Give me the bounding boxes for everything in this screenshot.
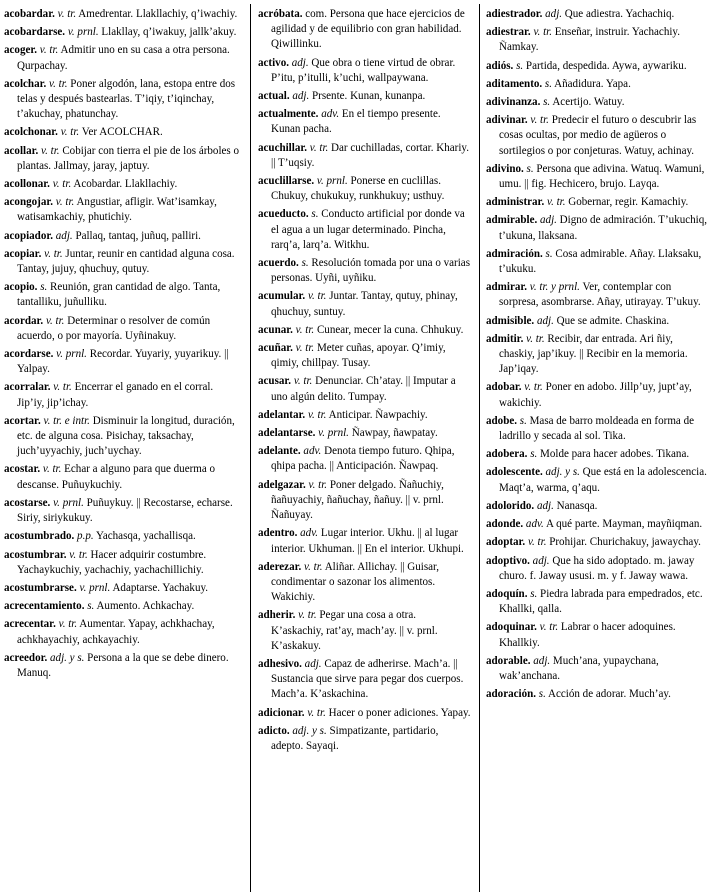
entry-grammar: adj. bbox=[291, 56, 309, 69]
entry-headword: adoración. bbox=[486, 688, 537, 701]
entry-grammar: s. bbox=[311, 208, 319, 221]
entry-grammar: s. bbox=[519, 414, 527, 427]
entry-headword: adelantarse. bbox=[258, 427, 316, 440]
dictionary-entry bbox=[486, 77, 710, 92]
entry-headword: adoquín. bbox=[486, 587, 528, 600]
entry-headword: administrar. bbox=[486, 196, 545, 209]
entry-headword: aderezar. bbox=[258, 560, 302, 573]
entry-grammar: v. tr. bbox=[293, 375, 313, 388]
dictionary-entry bbox=[4, 25, 240, 40]
dictionary-entry bbox=[4, 280, 240, 310]
entry-headword: acostumbrado. bbox=[4, 530, 75, 543]
entry-definition: Ponerse en cuclillas. Chukuy, chukukuy, runkhukuy; usthuy. bbox=[271, 175, 445, 203]
entry-headword: adoptar. bbox=[486, 536, 526, 549]
entry-headword: adherir. bbox=[258, 609, 296, 622]
entry-headword: acrecentar. bbox=[4, 618, 56, 631]
dictionary-entry bbox=[486, 380, 710, 410]
entry-definition: Anticipar. Ñawpachiy. bbox=[328, 408, 428, 421]
entry-headword: adoptivo. bbox=[486, 554, 530, 567]
entry-definition: Acción de adorar. Much’ay. bbox=[548, 688, 671, 701]
entry-grammar: adj. y s. bbox=[545, 466, 580, 479]
dictionary-entry bbox=[258, 89, 471, 104]
entry-headword: acostumbrarse. bbox=[4, 581, 77, 594]
entry-definition: Juntar. Tantay, qutuy, phinay, qhuchuy, suntuy. bbox=[271, 290, 458, 318]
entry-grammar: adv. bbox=[300, 527, 319, 540]
entry-headword: adobe. bbox=[486, 414, 517, 427]
dictionary-entry bbox=[486, 620, 710, 650]
entry-definition: Acertijo. Watuy. bbox=[552, 96, 625, 109]
entry-definition: Much’ana, yupaychana, wak’anchana. bbox=[499, 654, 659, 682]
entry-grammar: v. tr. bbox=[526, 332, 545, 345]
entry-definition: Pallaq, tantaq, juñuq, palliri. bbox=[75, 229, 201, 242]
entry-definition: Aliñar. Allichay. || Guisar, condimentar o sazonar los alimentos. Wakichiy. bbox=[271, 560, 440, 604]
dictionary-entry bbox=[4, 229, 240, 244]
entry-definition: A qué parte. Mayman, mayñiqman. bbox=[545, 518, 703, 531]
entry-headword: acumular. bbox=[258, 290, 306, 303]
entry-definition: Digno de admiración. T’ukuchiq, t’ukuna, llaksana. bbox=[499, 214, 708, 242]
dictionary-entry bbox=[486, 414, 710, 444]
entry-definition: Que ha sido adoptado. m. jaway churo. f. Jaway ususi. m. y f. Jaway wawa. bbox=[499, 554, 695, 582]
entry-grammar: v. tr. bbox=[308, 478, 328, 491]
dictionary-entry bbox=[4, 7, 240, 22]
entry-grammar: v. tr. bbox=[307, 706, 326, 719]
entry-headword: acunar. bbox=[258, 323, 293, 336]
entry-grammar: v. tr. bbox=[298, 609, 317, 622]
entry-headword: admisible. bbox=[486, 314, 535, 327]
entry-headword: adobar. bbox=[486, 381, 522, 394]
dictionary-entry bbox=[486, 499, 710, 514]
dictionary-entry bbox=[486, 314, 710, 329]
entry-headword: acobardar. bbox=[4, 8, 55, 20]
entry-headword: acolchar. bbox=[4, 77, 47, 90]
entry-headword: adolorido. bbox=[486, 499, 535, 512]
entry-definition: Hacer o poner adiciones. Yapay. bbox=[328, 706, 471, 719]
entry-grammar: v. tr. bbox=[530, 114, 549, 127]
entry-grammar: adj. y s. bbox=[292, 724, 327, 737]
entry-headword: adelantar. bbox=[258, 408, 306, 421]
entry-headword: actual. bbox=[258, 90, 290, 103]
entry-headword: acongojar. bbox=[4, 196, 53, 209]
entry-definition: Dar cuchilladas, cortar. Khariy. || T’uqsiy. bbox=[271, 141, 469, 169]
dictionary-entry bbox=[258, 526, 471, 556]
entry-definition: Persona que adivina. Watuq. Wamuni, umu. || fig. Hechicero, brujo. Layqa. bbox=[499, 162, 705, 191]
column-divider bbox=[479, 4, 480, 892]
entry-definition: Acobardar. Llakllachiy. bbox=[73, 178, 178, 191]
dictionary-entry bbox=[4, 247, 240, 277]
dictionary-entry bbox=[4, 380, 240, 410]
entry-headword: acopiador. bbox=[4, 229, 54, 242]
entry-headword: acolchonar. bbox=[4, 126, 58, 139]
dictionary-entry bbox=[4, 581, 240, 596]
entry-grammar: adv. bbox=[525, 518, 544, 531]
entry-definition: Enseñar, instruir. Yachachiy. Ñamkay. bbox=[499, 26, 680, 54]
dictionary-entry bbox=[258, 289, 471, 319]
entry-definition: Poner delgado. Ñañuchiy, ñañuyachiy, ñañuchay, ñañuy. || v. prnl. Ñañuyay. bbox=[271, 478, 444, 522]
entry-grammar: v. tr. y prnl. bbox=[529, 281, 580, 294]
dictionary-entry bbox=[258, 724, 471, 754]
dictionary-entry bbox=[486, 587, 710, 617]
entry-grammar: adj. bbox=[292, 90, 310, 103]
dictionary-entry bbox=[4, 617, 240, 647]
entry-grammar: v. tr. bbox=[295, 323, 315, 336]
entry-definition: Masa de barro moldeada en forma de ladrillo y secada al sol. Tika. bbox=[499, 414, 694, 443]
entry-grammar: v. tr. bbox=[527, 536, 547, 549]
entry-definition: Admitir uno en su casa a otra persona. Qurpachay. bbox=[17, 44, 230, 72]
entry-grammar: s. bbox=[87, 600, 95, 613]
entry-headword: actualmente. bbox=[258, 108, 319, 121]
entry-headword: admitir. bbox=[486, 332, 524, 345]
entry-definition: Meter cuñas, apoyar. Q’imiy, qimiy, chillpay. Tusay. bbox=[271, 342, 446, 370]
dictionary-entry bbox=[486, 113, 710, 159]
entry-headword: acusar. bbox=[258, 375, 292, 388]
entry-definition: Encerrar el ganado en el corral. Jip’iy, jip’ichay. bbox=[17, 381, 214, 409]
dictionary-entry bbox=[4, 529, 240, 544]
entry-definition: En el tiempo presente. Kunan pacha. bbox=[271, 108, 441, 136]
entry-grammar: v. tr. bbox=[57, 8, 77, 20]
entry-grammar: s. bbox=[526, 162, 534, 175]
entry-definition: Añadidura. Yapa. bbox=[554, 77, 631, 90]
entry-grammar: s. bbox=[545, 247, 553, 260]
dictionary-entry bbox=[258, 608, 471, 654]
dictionary-entry bbox=[486, 687, 710, 702]
entry-headword: acopio. bbox=[4, 281, 38, 294]
entry-headword: adicionar. bbox=[258, 706, 305, 719]
entry-grammar: v. prnl. bbox=[53, 496, 84, 509]
entry-definition: Denunciar. Ch’atay. || Imputar a uno algún delito. Tumpay. bbox=[271, 375, 456, 403]
dictionary-entry bbox=[486, 654, 710, 684]
entry-definition: Prsente. Kunan, kunanpa. bbox=[312, 90, 426, 103]
entry-headword: adiestrador. bbox=[486, 8, 543, 20]
entry-headword: aditamento. bbox=[486, 77, 543, 90]
dictionary-column-2 bbox=[258, 7, 471, 757]
entry-definition: Que adiestra. Yachachiq. bbox=[564, 8, 675, 20]
entry-grammar: v. tr. bbox=[309, 141, 329, 154]
dictionary-entry bbox=[4, 414, 240, 460]
entry-grammar: v. tr. bbox=[533, 26, 552, 39]
entry-definition: Que obra o tiene virtud de obrar. P’itu, p’itulli, k’uchi, wallpaywana. bbox=[271, 56, 456, 84]
entry-headword: acollonar. bbox=[4, 178, 50, 191]
dictionary-entry bbox=[486, 213, 710, 243]
entry-definition: Conducto artificial por donde va el agua a un lugar determinado. Pincha, rarq’a, larq’a. Witkhu. bbox=[271, 208, 465, 251]
entry-definition: Gobernar, regir. Kamachiy. bbox=[568, 196, 689, 209]
entry-grammar: s. bbox=[538, 688, 546, 701]
entry-headword: acrecentamiento. bbox=[4, 600, 85, 613]
entry-definition: Que se admite. Chaskina. bbox=[556, 314, 670, 327]
dictionary-entry bbox=[4, 314, 240, 344]
entry-headword: acoger. bbox=[4, 44, 38, 57]
entry-definition: Llakllay, q’iwakuy, jallk’akuy. bbox=[101, 26, 237, 39]
entry-grammar: v. tr. bbox=[69, 548, 88, 561]
dictionary-entry bbox=[486, 59, 710, 74]
dictionary-entry bbox=[486, 95, 710, 110]
entry-headword: acordar. bbox=[4, 314, 44, 327]
dictionary-entry bbox=[486, 162, 710, 192]
entry-grammar: s. bbox=[40, 281, 48, 294]
entry-definition: Cosa admirable. Añay. Llaksaku, t’ukuku. bbox=[499, 247, 702, 276]
column-divider bbox=[250, 4, 251, 892]
dictionary-entry bbox=[4, 599, 240, 614]
dictionary-entry bbox=[486, 535, 710, 550]
entry-definition: Puñuykuy. || Recostarse, echarse. Siriy, siriykukuy. bbox=[17, 496, 233, 525]
entry-definition: Disminuir la longitud, duración, etc. de alguna cosa. Pisichay, taksachay, juch’uyyachiy, juch’uychay. bbox=[17, 414, 235, 458]
entry-grammar: adv. bbox=[303, 445, 322, 458]
dictionary-entry bbox=[486, 517, 710, 532]
entry-definition: Adaptarse. Yachakuy. bbox=[112, 581, 209, 594]
entry-definition: Aumentar. Yapay, achkhachay, achkhayachiy, achkayachiy. bbox=[17, 618, 215, 646]
entry-headword: acollar. bbox=[4, 144, 39, 157]
entry-grammar: v. tr. bbox=[60, 126, 80, 139]
entry-grammar: v. tr. bbox=[42, 463, 62, 476]
entry-grammar: adj. bbox=[533, 654, 551, 667]
entry-grammar: v. tr. bbox=[304, 560, 323, 573]
dictionary-entry bbox=[258, 207, 471, 253]
entry-headword: adobera. bbox=[486, 448, 528, 461]
dictionary-entry bbox=[486, 447, 710, 462]
dictionary-entry bbox=[258, 444, 471, 474]
entry-grammar: v. prnl. bbox=[316, 175, 348, 188]
entry-grammar: adj. y s. bbox=[50, 651, 85, 664]
dictionary-entry bbox=[258, 706, 471, 721]
entry-definition: Juntar, reunir en cantidad alguna cosa. Tantay, jujuy, qhuchuy, qutuy. bbox=[17, 247, 235, 276]
entry-definition: Denota tiempo futuro. Qhipa, qhipa pacha. || Anticipación. Ñawpaq. bbox=[271, 445, 455, 473]
dictionary-entry bbox=[258, 478, 471, 524]
entry-definition: Hacer adquirir costumbre. Yachaykuchiy, yachachiy, yachachillichiy. bbox=[17, 548, 207, 576]
entry-headword: adivinar. bbox=[486, 114, 528, 127]
entry-grammar: v. tr. bbox=[539, 621, 559, 634]
entry-headword: acordarse. bbox=[4, 348, 54, 361]
dictionary-entry bbox=[258, 374, 471, 404]
dictionary-entry bbox=[4, 125, 240, 140]
entry-definition: Que está en la adolescencia. Maqt’a, warma, q’aqu. bbox=[499, 466, 707, 494]
entry-headword: adhesivo. bbox=[258, 657, 302, 670]
dictionary-entry bbox=[486, 465, 710, 495]
entry-definition: Simpatizante, partidario, adepto. Sayaqi. bbox=[271, 724, 439, 752]
entry-grammar: adj. bbox=[55, 229, 73, 242]
entry-definition: Aumento. Achkachay. bbox=[96, 600, 195, 613]
entry-grammar: adj. bbox=[540, 214, 557, 227]
dictionary-entry bbox=[4, 43, 240, 73]
entry-grammar: p.p. bbox=[77, 530, 94, 543]
entry-headword: adonde. bbox=[486, 518, 524, 531]
entry-definition: Pegar una cosa a otra. K’askachiy, rat’ay, mach’ay. || v. prnl. K’askakuy. bbox=[271, 609, 438, 652]
entry-definition: Cobijar con tierra el pie de los árboles o plantas. Jallmay, jaray, japtuy. bbox=[17, 144, 240, 172]
entry-grammar: s. bbox=[530, 587, 538, 600]
dictionary-entry bbox=[486, 554, 710, 584]
dictionary-entry bbox=[258, 7, 471, 53]
entry-headword: acopiar. bbox=[4, 247, 42, 260]
dictionary-entry bbox=[4, 651, 240, 681]
entry-headword: admirar. bbox=[486, 281, 528, 294]
entry-headword: adentro. bbox=[258, 527, 298, 540]
dictionary-entry bbox=[258, 174, 471, 204]
entry-grammar: s. bbox=[544, 77, 552, 90]
entry-headword: adelante. bbox=[258, 445, 301, 458]
dictionary-entry bbox=[258, 56, 471, 86]
dictionary-entry bbox=[486, 7, 710, 22]
dictionary-entry bbox=[4, 548, 240, 578]
entry-grammar: v. tr. bbox=[53, 381, 72, 394]
dictionary-column-3 bbox=[486, 7, 710, 705]
dictionary-entry bbox=[258, 426, 471, 441]
entry-headword: adolescente. bbox=[486, 466, 543, 479]
entry-definition: Capaz de adherirse. Mach’a. || Sustancia que sirve para pegar dos cuerpos. Mach’a. K’askachina. bbox=[271, 657, 464, 701]
dictionary-entry bbox=[4, 462, 240, 492]
entry-headword: activo. bbox=[258, 56, 289, 69]
entry-headword: adivino. bbox=[486, 162, 524, 175]
dictionary-entry bbox=[486, 332, 710, 378]
entry-grammar: v. tr. bbox=[45, 314, 65, 327]
entry-grammar: v. tr. bbox=[295, 342, 315, 355]
entry-definition: Ver, contemplar con sorpresa, asombrarse. Añay, utirayay. T’ukuy. bbox=[499, 281, 701, 309]
entry-grammar: adj. bbox=[304, 657, 322, 670]
entry-grammar: s. bbox=[530, 448, 538, 461]
entry-headword: adelgazar. bbox=[258, 478, 306, 491]
entry-headword: adiestrar. bbox=[486, 26, 531, 39]
entry-definition: Angustiar, afligir. Wat’isamkay, watisamkachiy, phutichiy. bbox=[17, 196, 217, 224]
dictionary-column-1 bbox=[4, 7, 240, 684]
entry-definition: Poner algodón, lana, estopa entre dos telas y después bastearlas. T’iqiy, t’iqinchay, t’akuchay, phatunchay. bbox=[17, 77, 236, 121]
entry-headword: acuchillar. bbox=[258, 141, 307, 154]
entry-definition: Echar a alguno para que duerma o descanse. Puñuykuchiy. bbox=[17, 463, 216, 491]
entry-definition: Poner en adobo. Jillp’uy, jupt’ay, wakichiy. bbox=[499, 381, 692, 409]
dictionary-entry bbox=[258, 408, 471, 423]
entry-headword: acreedor. bbox=[4, 651, 48, 664]
entry-definition: Recibir, dar entrada. Ari ñiy, chaskiy, jap’ikuy. || Recibir en la memoria. Jap’iqay. bbox=[499, 332, 688, 376]
dictionary-entry bbox=[258, 107, 471, 137]
entry-grammar: v. tr. bbox=[39, 44, 59, 57]
entry-headword: acortar. bbox=[4, 414, 41, 427]
dictionary-entry bbox=[486, 25, 710, 55]
dictionary-entry bbox=[4, 77, 240, 123]
entry-grammar: v. tr. bbox=[44, 247, 63, 260]
entry-grammar: adj. bbox=[532, 554, 550, 567]
dictionary-entry bbox=[486, 195, 710, 210]
entry-definition: Labrar o hacer adoquines. Khallkiy. bbox=[499, 621, 676, 649]
entry-definition: Prohijar. Churichakuy, jawaychay. bbox=[549, 536, 701, 549]
entry-grammar: v. tr. bbox=[55, 196, 75, 209]
dictionary-entry bbox=[4, 144, 240, 174]
entry-headword: acuñar. bbox=[258, 342, 293, 355]
entry-definition: com. Persona que hace ejercicios de agilidad y de equilibrio con gran habilidad. Qiwillinku. bbox=[271, 8, 465, 51]
entry-headword: acueducto. bbox=[258, 208, 309, 221]
entry-definition: Predecir el futuro o descubrir las cosas ocultas, por medio de agüeros o sortilegios o por conjeturas. Watuy, achinay. bbox=[499, 114, 697, 157]
entry-definition: Nanasqa. bbox=[556, 499, 598, 512]
entry-definition: Ñawpay, ñawpatay. bbox=[351, 427, 438, 440]
entry-definition: Cunear, mecer la cuna. Chhukuy. bbox=[316, 323, 464, 336]
entry-grammar: v. tr. e intr. bbox=[43, 414, 90, 427]
entry-grammar: v. tr. bbox=[52, 178, 72, 191]
dictionary-entry bbox=[258, 657, 471, 703]
entry-grammar: adj. bbox=[536, 499, 554, 512]
dictionary-entry bbox=[486, 247, 710, 277]
entry-grammar: adv. bbox=[321, 108, 340, 121]
entry-definition: Lugar interior. Ukhu. || al lugar interior. Ukhuman. || En el interior. Ukhupi. bbox=[271, 527, 464, 555]
entry-headword: adivinanza. bbox=[486, 96, 541, 109]
entry-definition: Determinar o resolver de común acuerdo, o por mayoría. Uyñinakuy. bbox=[17, 314, 211, 342]
entry-grammar: v. prnl. bbox=[318, 427, 349, 440]
entry-definition: Resolución tomada por una o varias personas. Uyñi, uyñiku. bbox=[271, 257, 471, 285]
entry-grammar: v. tr. bbox=[307, 290, 327, 303]
entry-headword: adoquinar. bbox=[486, 621, 537, 634]
entry-definition: Partida, despedida. Aywa, aywariku. bbox=[525, 59, 687, 72]
entry-grammar: v. prnl. bbox=[56, 348, 87, 361]
entry-grammar: s. bbox=[516, 59, 524, 72]
dictionary-entry bbox=[4, 195, 240, 225]
entry-grammar: v. prnl. bbox=[79, 581, 111, 594]
entry-definition: Reunión, gran cantidad de algo. Tanta, tantalliku, juñulliku. bbox=[17, 281, 221, 309]
dictionary-entry bbox=[4, 347, 240, 377]
entry-definition: Yachasqa, yachallisqa. bbox=[95, 530, 196, 543]
entry-grammar: s. bbox=[301, 257, 309, 270]
dictionary-entry bbox=[258, 323, 471, 338]
dictionary-entry bbox=[258, 341, 471, 371]
entry-headword: acróbata. bbox=[258, 8, 303, 20]
entry-definition: Recordar. Yuyariy, yuyarikuy. || Yalpay. bbox=[17, 348, 229, 376]
dictionary-entry bbox=[4, 177, 240, 192]
entry-headword: adicto. bbox=[258, 724, 290, 737]
entry-headword: adorable. bbox=[486, 654, 531, 667]
entry-grammar: v. prnl. bbox=[67, 26, 99, 39]
entry-definition: Molde para hacer adobes. Tikana. bbox=[540, 448, 690, 461]
dictionary-entry bbox=[486, 280, 710, 310]
entry-grammar: v. tr. bbox=[524, 381, 543, 394]
entry-headword: admirable. bbox=[486, 214, 538, 227]
entry-definition: Piedra labrada para empedrados, etc. Khallki, qalla. bbox=[499, 587, 703, 616]
dictionary-entry bbox=[4, 496, 240, 526]
entry-grammar: adj. bbox=[536, 314, 554, 327]
dictionary-entry bbox=[258, 560, 471, 606]
entry-headword: acorralar. bbox=[4, 381, 51, 394]
entry-grammar: v. tr. bbox=[546, 196, 566, 209]
entry-headword: adiós. bbox=[486, 59, 514, 72]
entry-headword: acuerdo. bbox=[258, 257, 299, 270]
entry-grammar: v. tr. bbox=[58, 618, 78, 631]
entry-headword: acostar. bbox=[4, 463, 41, 476]
entry-grammar: s. bbox=[543, 96, 551, 109]
entry-grammar: adj. bbox=[545, 8, 563, 20]
entry-grammar: v. tr. bbox=[41, 144, 60, 157]
entry-grammar: v. tr. bbox=[49, 77, 68, 90]
entry-definition: Amedrentar. Llakllachiy, q’iwachiy. bbox=[78, 8, 238, 20]
entry-headword: admiración. bbox=[486, 247, 543, 260]
entry-headword: acuclillarse. bbox=[258, 175, 315, 188]
entry-headword: acobardarse. bbox=[4, 26, 66, 39]
entry-grammar: v. tr. bbox=[307, 408, 327, 421]
dictionary-entry bbox=[258, 256, 471, 286]
entry-definition: Ver ACOLCHAR. bbox=[81, 126, 163, 139]
entry-headword: acostarse. bbox=[4, 496, 51, 509]
entry-definition: Persona a la que se debe dinero. Manuq. bbox=[17, 651, 229, 679]
entry-headword: acostumbrar. bbox=[4, 548, 67, 561]
dictionary-entry bbox=[258, 141, 471, 171]
